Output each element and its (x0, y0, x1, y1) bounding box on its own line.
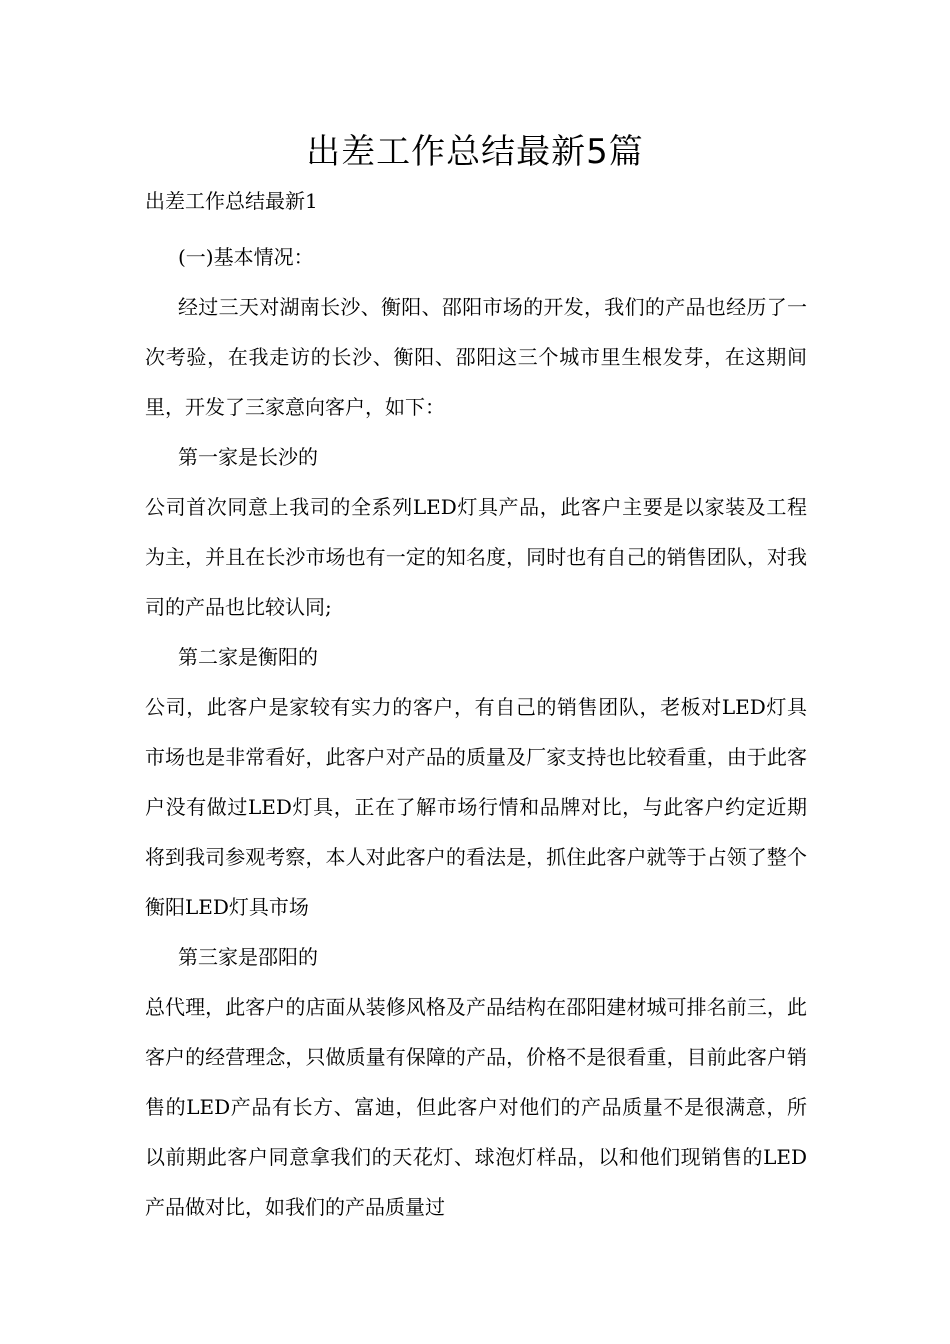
paragraph-client-2-heading: 第二家是衡阳的 (178, 645, 318, 669)
paragraph-client-1-heading: 第一家是长沙的 (178, 445, 318, 469)
paragraph-client-1-body: 公司首次同意上我司的全系列LED灯具产品，此客户主要是以家装及工程为主，并且在长沙市场也有一定的知名度，同时也有自己的销售团队，对我司的产品也比较认同; (145, 495, 807, 619)
paragraph-client-3-heading: 第三家是邵阳的 (178, 945, 318, 969)
paragraph-client-3-body: 总代理，此客户的店面从装修风格及产品结构在邵阳建材城可排名前三，此客户的经营理念，只做质量有保障的产品，价格不是很看重，目前此客户销售的LED产品有长方、富迪，但此客户对他们的产品质量不是很满意，所以前期此客户同意拿我们的天花灯、球泡灯样品，以和他们现销售的LED产品做对比，如我们的产品质量过 (145, 995, 807, 1219)
paragraph-basic-info-heading: (一)基本情况： (178, 245, 314, 269)
paragraph-client-2-body: 公司，此客户是家较有实力的客户，有自己的销售团队，老板对LED灯具市场也是非常看好，此客户对产品的质量及厂家支持也比较看重，由于此客户没有做过LED灯具，正在了解市场行情和品牌对比，与此客户约定近期将到我司参观考察，本人对此客户的看法是，抓住此客户就等于占领了整个衡阳LED灯具市场 (145, 695, 807, 919)
paragraph-intro: 经过三天对湖南长沙、衡阳、邵阳市场的开发，我们的产品也经历了一次考验，在我走访的长沙、衡阳、邵阳这三个城市里生根发芽，在这期间里，开发了三家意向客户，如下： (145, 295, 807, 419)
section-heading: 出差工作总结最新1 (145, 189, 318, 213)
document-body (145, 232, 807, 1232)
document-title: 出差工作总结最新5篇 (306, 132, 644, 172)
